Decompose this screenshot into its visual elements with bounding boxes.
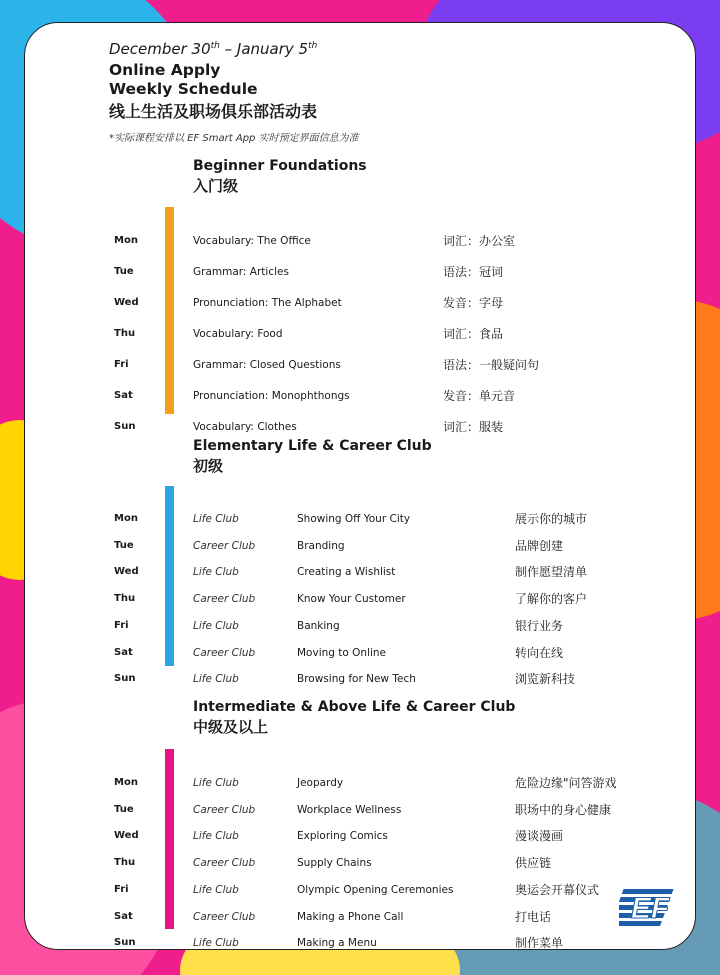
topic-label: Browsing for New Tech	[297, 673, 416, 686]
topic-chinese: 发音：单元音	[443, 389, 516, 403]
schedule-row	[25, 509, 696, 529]
schedule-row	[25, 880, 696, 900]
topic-label: Grammar: Articles	[193, 266, 289, 278]
club-type: Career Club	[193, 593, 256, 606]
schedule-row	[25, 562, 696, 582]
topic-chinese: 奥运会开幕仪式	[515, 882, 600, 897]
day-label: Sat	[114, 390, 133, 401]
schedule-row	[25, 669, 696, 689]
topic-label: Vocabulary: Food	[193, 328, 283, 340]
day-label: Thu	[114, 857, 136, 869]
day-label: Tue	[114, 539, 134, 551]
topic-chinese: 供应链	[515, 856, 552, 871]
topic-chinese: 危险边缘"问答游戏	[515, 776, 617, 790]
topic-chinese: 漫谈漫画	[515, 829, 564, 844]
club-type: Life Club	[193, 937, 239, 950]
topic-label: Moving to Online	[297, 646, 387, 659]
schedule-row	[25, 616, 696, 636]
schedule-card	[24, 22, 696, 950]
topic-chinese: 词汇：办公室	[443, 234, 516, 248]
club-type: Life Club	[193, 513, 239, 525]
schedule-row	[25, 417, 696, 437]
topic-chinese: 制作菜单	[515, 936, 564, 950]
schedule-row	[25, 262, 696, 282]
club-type: Career Club	[193, 539, 256, 552]
day-label: Mon	[114, 777, 138, 788]
club-type: Life Club	[193, 566, 239, 579]
topic-label: Vocabulary: Clothes	[193, 421, 297, 433]
topic-label: Pronunciation: Monophthongs	[193, 390, 350, 402]
topic-label: Branding	[297, 539, 345, 552]
topic-label: Supply Chains	[297, 857, 372, 870]
club-type: Career Club	[193, 646, 256, 659]
day-label: Fri	[114, 883, 129, 895]
topic-label: Grammar: Closed Questions	[193, 359, 341, 371]
day-label: Sat	[114, 910, 133, 922]
day-label: Wed	[114, 830, 139, 842]
day-label: Tue	[114, 266, 134, 277]
topic-label: Showing Off Your City	[297, 513, 411, 525]
schedule-row	[25, 589, 696, 609]
club-type: Life Club	[193, 883, 239, 896]
day-label: Wed	[114, 297, 139, 308]
topic-label: Creating a Wishlist	[297, 566, 396, 579]
day-label: Tue	[114, 803, 134, 815]
topic-label: Banking	[297, 619, 340, 632]
title-chinese: 线上生活及职场俱乐部活动表	[109, 102, 318, 121]
day-label: Thu	[114, 328, 136, 339]
topic-label: Know Your Customer	[297, 593, 406, 606]
topic-chinese: 制作愿望清单	[515, 565, 588, 580]
topic-label: Vocabulary: The Office	[193, 235, 311, 247]
day-label: Sun	[114, 937, 136, 949]
schedule-row	[25, 293, 696, 313]
schedule-row	[25, 355, 696, 375]
day-label: Mon	[114, 513, 138, 524]
topic-chinese: 转向在线	[515, 645, 564, 660]
day-label: Mon	[114, 235, 138, 246]
topic-label: Exploring Comics	[297, 830, 388, 843]
topic-chinese: 了解你的客户	[515, 592, 588, 607]
topic-chinese: 展示你的城市	[515, 512, 588, 526]
topic-chinese: 银行业务	[515, 618, 564, 633]
day-label: Thu	[114, 593, 136, 605]
schedule-row	[25, 826, 696, 846]
title-weekly-schedule: Weekly Schedule	[109, 80, 258, 98]
section-title-intermediate: Intermediate & Above Life & Career Club 中级及以上	[193, 699, 516, 736]
section-title-elementary: Elementary Life & Career Club 初级	[193, 438, 432, 475]
topic-chinese: 打电话	[515, 909, 552, 924]
schedule-row	[25, 933, 696, 950]
topic-label: Pronunciation: The Alphabet	[193, 297, 342, 309]
topic-chinese: 语法：冠词	[443, 265, 504, 279]
club-type: Life Club	[193, 619, 239, 632]
day-label: Sun	[114, 421, 136, 432]
schedule-row	[25, 536, 696, 556]
day-label: Sat	[114, 646, 133, 658]
topic-chinese: 语法：一般疑问句	[443, 358, 540, 372]
club-type: Life Club	[193, 830, 239, 843]
schedule-row	[25, 324, 696, 344]
schedule-row	[25, 386, 696, 406]
day-label: Fri	[114, 619, 129, 631]
day-label: Wed	[114, 566, 139, 578]
topic-chinese: 发音：字母	[443, 296, 504, 310]
schedule-row	[25, 853, 696, 873]
schedule-row	[25, 643, 696, 663]
schedule-note: *实际课程安排以 EF Smart App 实时预定界面信息为准	[109, 133, 359, 144]
schedule-row	[25, 907, 696, 927]
topic-label: Jeopardy	[297, 777, 344, 789]
topic-label: Making a Phone Call	[297, 910, 404, 923]
schedule-row	[25, 773, 696, 793]
club-type: Life Club	[193, 673, 239, 686]
date-range: December 30th – January 5th	[109, 40, 318, 58]
club-type: Career Club	[193, 803, 256, 816]
club-type: Career Club	[193, 910, 256, 923]
topic-chinese: 浏览新科技	[515, 672, 576, 687]
topic-chinese: 词汇：食品	[443, 327, 504, 341]
title-online-apply: Online Apply	[109, 61, 221, 79]
topic-label: Olympic Opening Ceremonies	[297, 883, 454, 896]
section-title-beginner: Beginner Foundations 入门级	[193, 158, 367, 195]
topic-chinese: 职场中的身心健康	[515, 802, 612, 817]
topic-chinese: 词汇：服装	[443, 420, 504, 434]
schedule-row	[25, 231, 696, 251]
ef-logo-icon	[619, 885, 683, 931]
topic-label: Workplace Wellness	[297, 803, 402, 816]
club-type: Career Club	[193, 857, 256, 870]
day-label: Fri	[114, 359, 129, 370]
svg-text:EF: EF	[630, 892, 670, 925]
schedule-row	[25, 800, 696, 820]
day-label: Sun	[114, 673, 136, 685]
topic-chinese: 品牌创建	[515, 538, 564, 553]
topic-label: Making a Menu	[297, 937, 377, 950]
club-type: Life Club	[193, 777, 239, 789]
